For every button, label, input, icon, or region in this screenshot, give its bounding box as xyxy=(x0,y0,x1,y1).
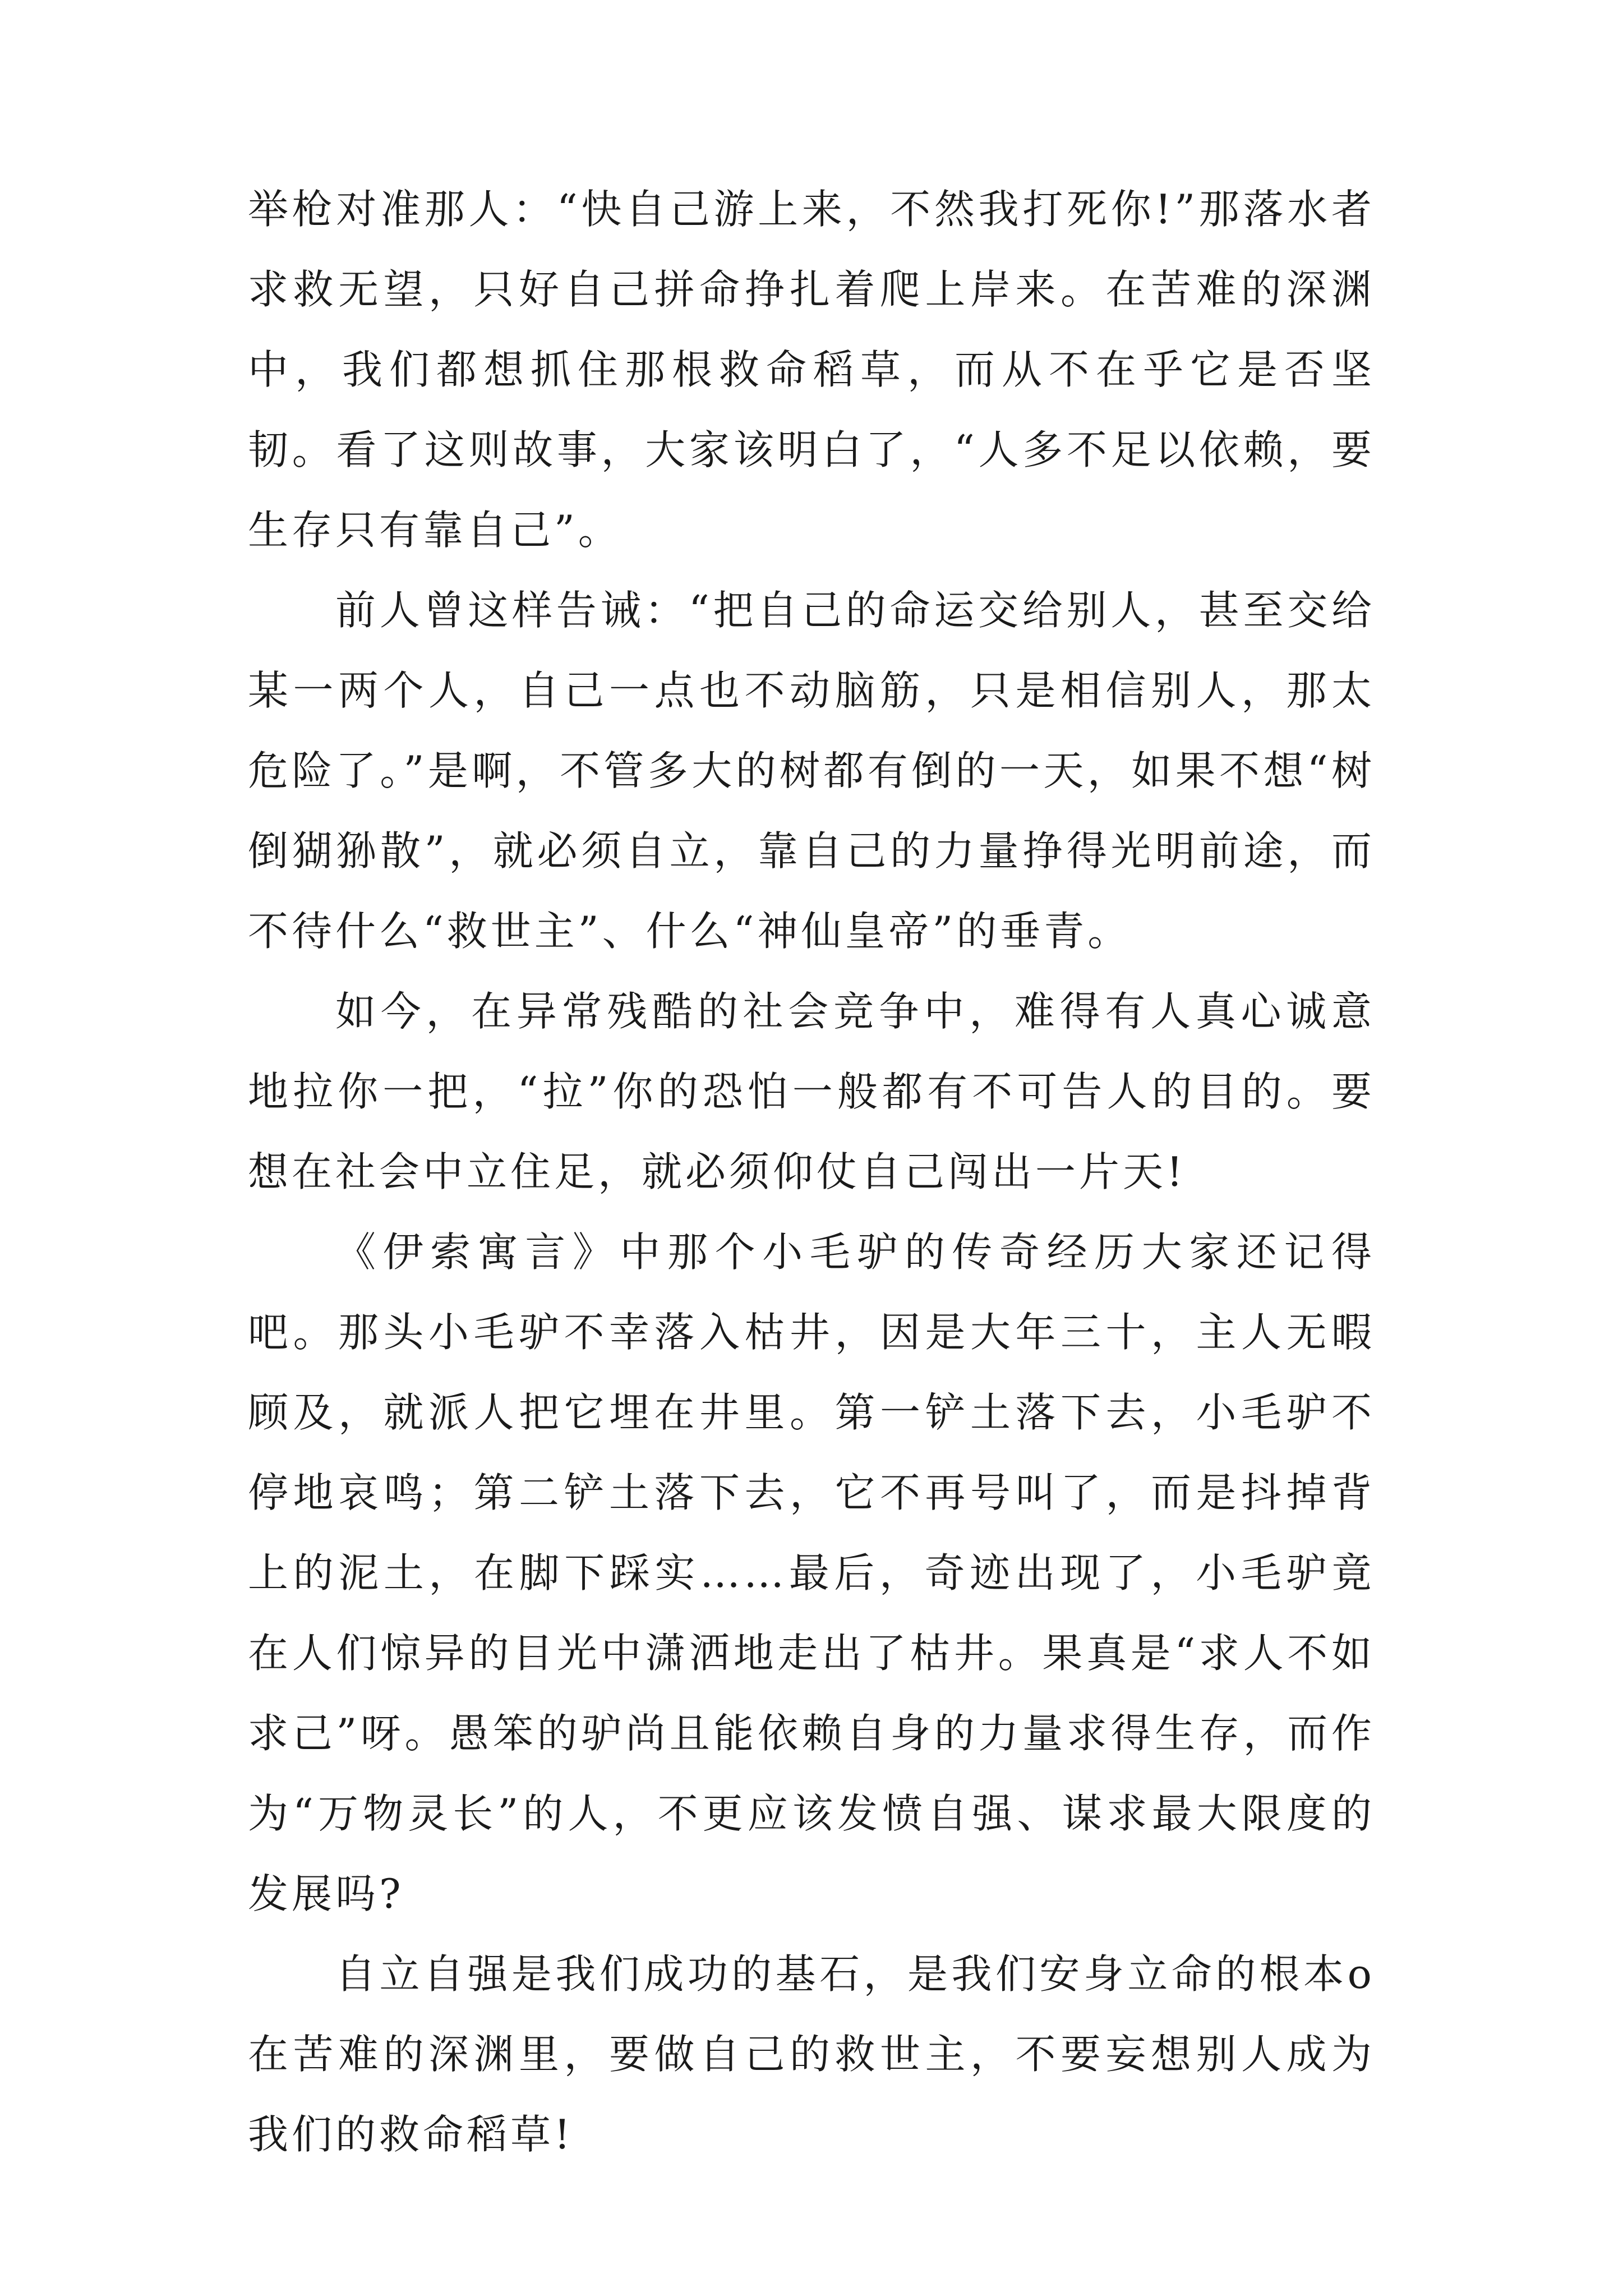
paragraph: 自立自强是我们成功的基石，是我们安身立命的根本o在苦难的深渊里，要做自己的救世主，不要妄想别人成为我们的救命稻草! xyxy=(248,1950,1375,2158)
document-body xyxy=(248,169,1375,2175)
paragraph-continued: 举枪对准那人：“快自己游上来，不然我打死你!”那落水者求救无望，只好自己拼命挣扎着爬上岸来。在苦难的深渊中，我们都想抓住那根救命稻草，而从不在乎它是否坚韧。看了这则故事，大家该明白了，“人多不足以依赖，要生存只有靠自己”。 xyxy=(248,186,1375,554)
paragraph: 如今，在异常残酷的社会竞争中，难得有人真心诚意地拉你一把，“拉”你的恐怕一般都有不可告人的目的。要想在社会中立住足，就必须仰仗自己闯出一片天! xyxy=(248,988,1375,1195)
paragraph: 前人曾这样告诫：“把自己的命运交给别人，甚至交给某一两个人，自己一点也不动脑筋，只是相信别人，那太危险了。”是啊，不管多大的树都有倒的一天，如果不想“树倒猢狲散”，就必须自立，靠自己的力量挣得光明前途，而不待什么“救世主”、什么“神仙皇帝”的垂青。 xyxy=(248,587,1375,955)
paragraph: 《伊索寓言》中那个小毛驴的传奇经历大家还记得吧。那头小毛驴不幸落入枯井，因是大年三十，主人无暇顾及，就派人把它埋在井里。第一铲土落下去，小毛驴不停地哀鸣；第二铲土落下去，它不再号叫了，而是抖掉背上的泥土，在脚下踩实……最后，奇迹出现了，小毛驴竟在人们惊异的目光中潇洒地走出了枯井。果真是“求人不如求己”呀。愚笨的驴尚且能依赖自身的力量求得生存，而作为“万物灵长”的人，不更应该发愤自强、谋求最大限度的发展吗? xyxy=(248,1228,1375,1917)
